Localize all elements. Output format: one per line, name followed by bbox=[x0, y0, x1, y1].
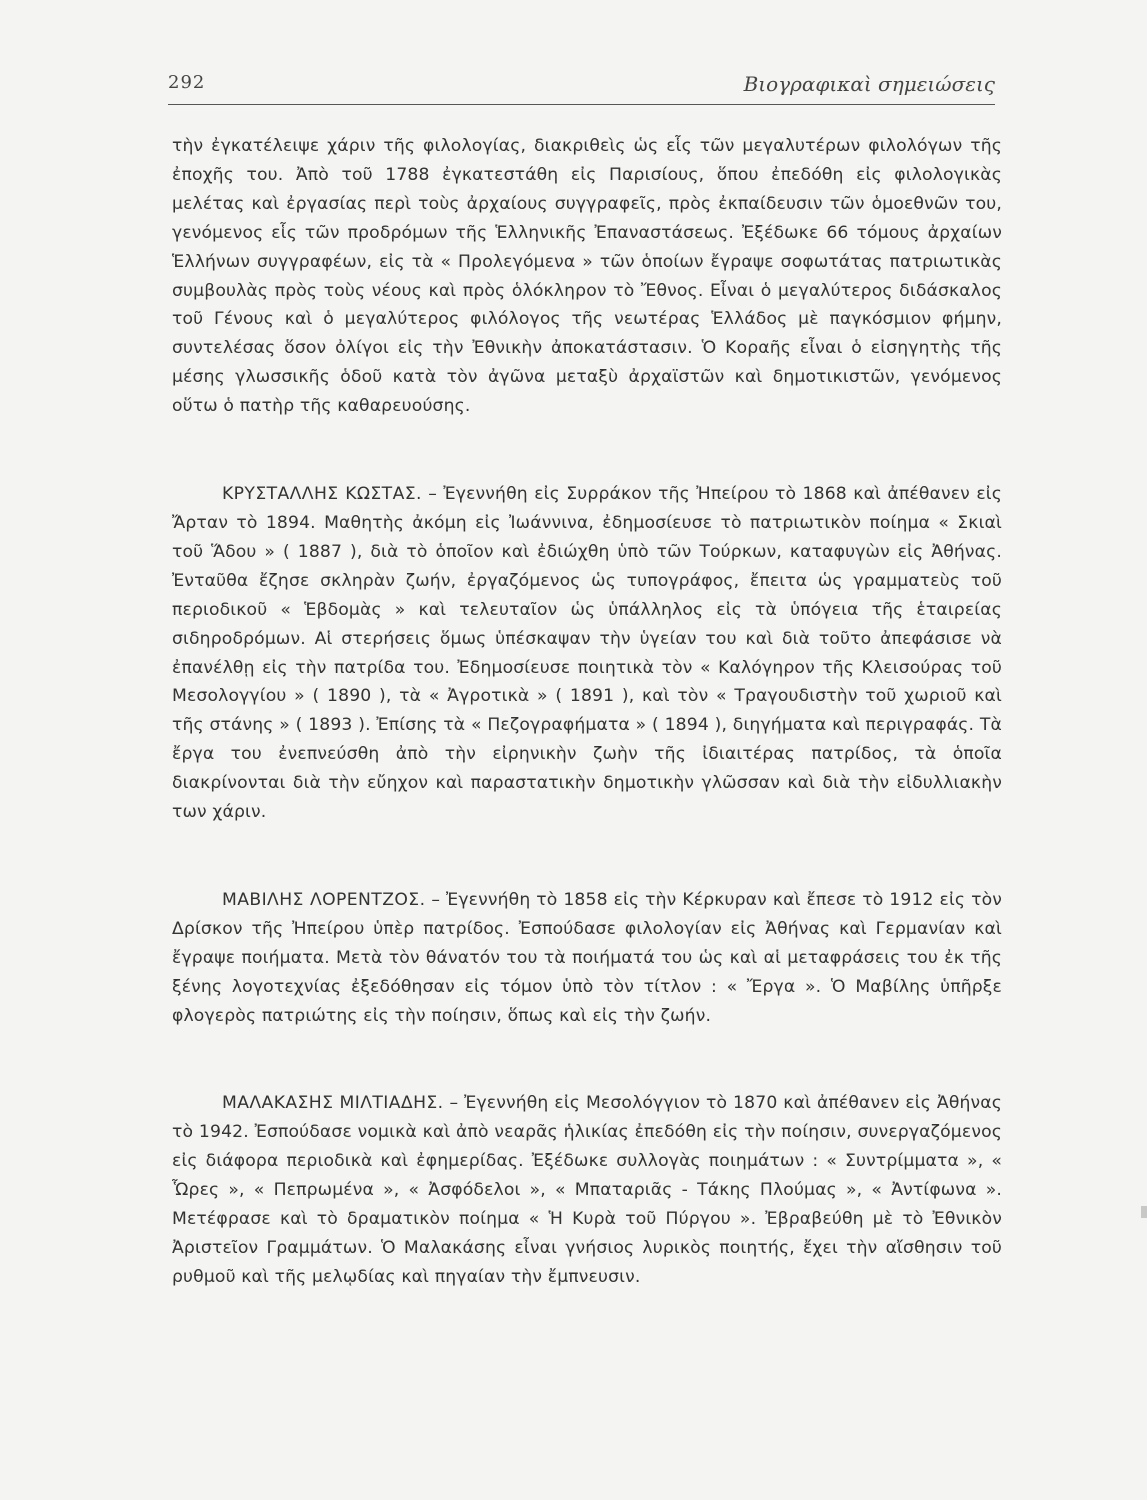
biography-entry-malakasis bbox=[172, 1089, 1002, 1291]
entry-name: ΚΡΥΣΤΑΛΛΗΣ ΚΩΣΤΑΣ. bbox=[222, 484, 422, 505]
scan-edge-mark bbox=[1141, 1206, 1147, 1218]
page-body bbox=[172, 132, 1002, 1292]
entry-text: – Ἐγεννήθη εἰς Συρράκον τῆς Ἠπείρου τὸ 1868 καὶ ἀπέθανεν εἰς Ἄρταν τὸ 1894. Μαθητὴς ἀκόμη εἰς Ἰωάννινα, ἐδημοσίευσε τὸ πατριωτικὸν ποίημα « Σκιαὶ τοῦ Ἅδου » ( 1887 ), διὰ τὸ ὁποῖον καὶ ἐδιώχθη ὑπὸ τῶν Τούρκων, καταφυγὼν εἰς Ἀθήνας. Ἐνταῦθα ἔζησε σκληρὰν ζωήν, ἐργαζόμενος ὡς τυπογράφος, ἔπειτα ὡς γραμματεὺς τοῦ περιοδικοῦ « Ἑβδομὰς » καὶ τελευταῖον ὡς ὑπάλληλος εἰς τὰ ὑπόγεια τῆς ἑταιρείας σιδηροδρόμων. Αἱ στερήσεις ὅμως ὑπέσκαψαν τὴν ὑγείαν του καὶ διὰ τοῦτο ἀπεφάσισε νὰ ἐπανέλθῃ εἰς τὴν πατρίδα του. Ἐδημοσίευσε ποιητικὰ τὸν « Καλόγηρον τῆς Κλεισούρας τοῦ Μεσολογγίου » ( 1890 ), τὰ « Ἀγροτικὰ » ( 1891 ), καὶ τὸν « Τραγουδιστὴν τοῦ χωριοῦ καὶ τῆς στάνης » ( 1893 ). Ἐπίσης τὰ « Πεζογραφήματα » ( 1894 ), διηγήματα καὶ περιγραφάς. Τὰ ἔργα του ἐνεπνεύσθη ἀπὸ τὴν εἰρηνικὴν ζωὴν τῆς ἰδιαιτέρας πατρίδος, τὰ ὁποῖα διακρίνονται διὰ τὴν εὔηχον καὶ παραστατικὴν δημοτικὴν γλῶσσαν καὶ διὰ τὴν εἰδυλλιακὴν των χάριν. bbox=[172, 484, 1002, 823]
intro-paragraph: τὴν ἐγκατέλειψε χάριν τῆς φιλολογίας, διακριθεὶς ὡς εἷς τῶν μεγαλυτέρων φιλολόγων τῆς ἐποχῆς του. Ἀπὸ τοῦ 1788 ἐγκατεστάθη εἰς Παρισίους, ὅπου ἐπεδόθη εἰς φιλολογικὰς μελέτας καὶ ἐργασίας περὶ τοὺς ἀρχαίους συγγραφεῖς, πρὸς ἐκπαίδευσιν τῶν ὁμοεθνῶν του, γενόμενος εἷς τῶν προδρόμων τῆς Ἑλληνικῆς Ἐπαναστάσεως. Ἐξέδωκε 66 τόμους ἀρχαίων Ἑλλήνων συγγραφέων, εἰς τὰ « Προλεγόμενα » τῶν ὁποίων ἔγραψε σοφωτάτας πατριωτικὰς συμβουλὰς πρὸς τοὺς νέους καὶ πρὸς ὁλόκληρον τὸ Ἔθνος. Εἶναι ὁ μεγαλύτερος διδάσκαλος τοῦ Γένους καὶ ὁ μεγαλύτερος φιλόλογος τῆς νεωτέρας Ἑλλάδος μὲ παγκόσμιον φήμην, συντελέσας ὅσον ὀλίγοι εἰς τὴν Ἐθνικὴν ἀποκατάστασιν. Ὁ Κοραῆς εἶναι ὁ εἰσηγητὴς τῆς μέσης γλωσσικῆς ὁδοῦ κατὰ τὸν ἀγῶνα μεταξὺ ἀρχαϊστῶν καὶ δημοτικιστῶν, γενόμενος οὕτω ὁ πατὴρ τῆς καθαρευούσης. bbox=[172, 136, 1002, 417]
entry-name: ΜΑΛΑΚΑΣΗΣ ΜΙΛΤΙΑΔΗΣ. bbox=[222, 1093, 444, 1114]
page-number: 292 bbox=[168, 72, 206, 93]
page-header bbox=[168, 72, 995, 105]
biography-entry-krystallis bbox=[172, 480, 1002, 827]
entry-text: – Ἐγεννήθη εἰς Μεσολόγγιον τὸ 1870 καὶ ἀπέθανεν εἰς Ἀθήνας τὸ 1942. Ἐσπούδασε νομικὰ καὶ ἀπὸ νεαρᾶς ἡλικίας ἐπεδόθη εἰς τὴν ποίησιν, συνεργαζόμενος εἰς διάφορα περιοδικὰ καὶ ἐφημερίδας. Ἐξέδωκε συλλογὰς ποιημάτων : « Συντρίμματα », « Ὧρες », « Πεπρωμένα », « Ἀσφόδελοι », « Μπαταριᾶς - Τάκης Πλούμας », « Ἀντίφωνα ». Μετέφρασε καὶ τὸ δραματικὸν ποίημα « Ἡ Κυρὰ τοῦ Πύργου ». Ἐβραβεύθη μὲ τὸ Ἐθνικὸν Ἀριστεῖον Γραμμάτων. Ὁ Μαλακάσης εἶναι γνήσιος λυρικὸς ποιητής, ἔχει τὴν αἴσθησιν τοῦ ρυθμοῦ καὶ τῆς μελῳδίας καὶ πηγαίαν τὴν ἔμπνευσιν. bbox=[172, 1093, 1002, 1287]
running-title: Βιογραφικαὶ σημειώσεις bbox=[743, 72, 995, 96]
biography-entry-mavilis bbox=[172, 886, 1002, 1031]
entry-name: ΜΑΒΙΛΗΣ ΛΟΡΕΝΤΖΟΣ. bbox=[222, 889, 426, 910]
entry-text: – Ἐγεννήθη τὸ 1858 εἰς τὴν Κέρκυραν καὶ ἔπεσε τὸ 1912 εἰς τὸν Δρίσκον τῆς Ἠπείρου ὑπὲρ πατρίδος. Ἐσπούδασε φιλολογίαν εἰς Ἀθήνας καὶ Γερμανίαν καὶ ἔγραψε ποιήματα. Μετὰ τὸν θάνατόν του τὰ ποιήματά του ὡς καὶ αἱ μεταφράσεις του ἐκ τῆς ξένης λογοτεχνίας ἐξεδόθησαν εἰς τόμον ὑπὸ τὸν τίτλον : « Ἔργα ». Ὁ Μαβίλης ὑπῆρξε φλογερὸς πατριώτης εἰς τὴν ποίησιν, ὅπως καὶ εἰς τὴν ζωήν. bbox=[172, 889, 1002, 1026]
